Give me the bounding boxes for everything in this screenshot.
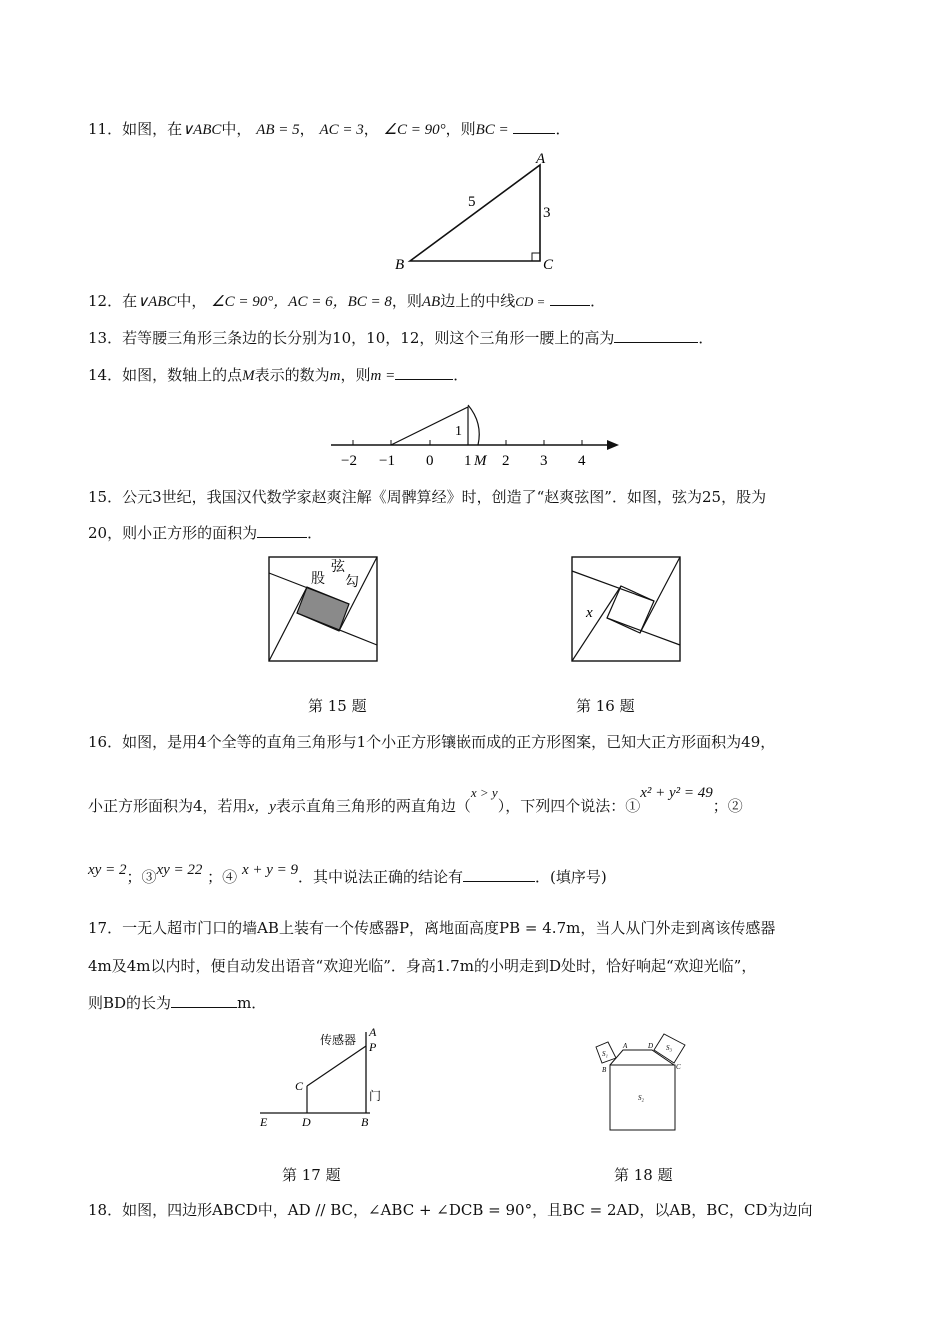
q14-text2: 表示的数为 (254, 366, 330, 384)
q15-caption: 第 15 题 (308, 697, 367, 715)
q11-cond-ab: AB = 5 (256, 122, 300, 138)
q16-number: 16． (88, 733, 123, 751)
q17-text3a: 则BD的长为 (88, 994, 172, 1012)
q17-label-e: E (260, 1115, 268, 1129)
q18-label-d: D (648, 1042, 654, 1050)
q15-label-gu: 股 (311, 572, 325, 587)
q11-ask: BC = (475, 122, 509, 138)
q12-end: ． (590, 292, 606, 310)
q15-end: ． (307, 524, 323, 542)
q11-text: 如图，在 (122, 120, 183, 138)
q16-line3 (88, 862, 607, 888)
q17-label-b: B (361, 1115, 369, 1129)
q18-label-s3: S₃ (666, 1044, 672, 1052)
q16-text2d: ；② (712, 797, 743, 815)
q12-line (88, 290, 605, 312)
q14-ask: m = (370, 368, 396, 384)
q16-text3c: ．其中说法正确的结论有 (298, 868, 464, 886)
q14-m-var: m (329, 368, 341, 384)
q13-text: 若等腰三角形三条边的长分别为10，10，12，则这个三角形一腰上的高为 (122, 329, 615, 347)
q12-text: 在 (122, 292, 138, 310)
q17-label-c: C (295, 1079, 304, 1093)
q15-line2 (88, 522, 322, 543)
q11-text2: 中， (221, 120, 252, 138)
q16-text3a: ；③ (126, 868, 157, 886)
q12-text2: 中， (176, 292, 207, 310)
q17-answer-blank[interactable] (171, 992, 237, 1008)
q15-text2: 20，则小正方形的面积为 (88, 524, 258, 542)
q18-label-b: B (602, 1066, 607, 1074)
q17-text3b: m． (237, 994, 267, 1012)
q18-text: 如图，四边形ABCD中，AD // BC，∠ABC + ∠DCB = 90°，且BC = 2AD，以AB，BC，CD为边向 (122, 1201, 813, 1219)
q11-line: 11．如图，在∨ABC中， AB = 5， AC = 3， ∠C = 90°，则BC = ． (88, 120, 571, 138)
q14-end: ． (453, 366, 469, 384)
q18-quad (610, 1050, 674, 1065)
q14-tick-label: 3 (540, 453, 548, 469)
q17-label-a: A (369, 1025, 377, 1039)
q13-answer-blank[interactable] (614, 327, 698, 343)
q16-text2c: ），下列四个说法：① (497, 797, 641, 815)
q12-text3: ，则 (391, 292, 422, 310)
q14-arrow-icon (607, 440, 619, 450)
q12-conditions: ∠C = 90°，AC = 6，BC = 8 (211, 294, 392, 310)
q12-triangle: ∨ABC (137, 294, 177, 310)
q17-number: 17． (88, 919, 123, 937)
q11-end: ． (555, 120, 571, 138)
q16-text3d: ．(填序号) (535, 868, 607, 886)
q12-ab: AB (421, 294, 441, 310)
q16-text1: 如图，是用4个全等的直角三角形与1个小正方形镶嵌而成的正方形图案，已知大正方形面积为49， (122, 733, 776, 751)
q11-answer-blank[interactable] (513, 118, 555, 134)
q18-label-c: C (676, 1063, 681, 1071)
q17-line1 (88, 918, 775, 938)
q15-label-xian: 弦 (331, 560, 345, 575)
q15-zhaoshuang-figure (265, 553, 383, 665)
q12-cd: CD = (515, 294, 546, 309)
q16-statement-2: xy = 2 (88, 862, 127, 878)
q11-label-hyp: 5 (468, 194, 476, 210)
q11-label-leg: 3 (543, 205, 551, 221)
q14-arc (468, 405, 479, 445)
q11-number: 11． (88, 120, 123, 138)
q15-text1: 公元3世纪，我国汉代数学家赵爽注解《周髀算经》时，创造了“赵爽弦图”．如图，弦为25，股为 (122, 488, 767, 506)
q14-tick-label: 1 (464, 453, 472, 469)
q16-square-figure (568, 553, 686, 665)
q15-answer-blank[interactable] (257, 522, 307, 538)
q16-answer-blank[interactable] (463, 866, 535, 882)
q14-number: 14． (88, 366, 123, 384)
q17-label-door: 门 (369, 1089, 382, 1103)
q16-text2a: 小正方形面积为4，若用 (88, 797, 248, 815)
q17-line2 (88, 956, 756, 976)
q16-small-square (607, 586, 654, 633)
q18-label-s2: S₂ (638, 1094, 644, 1102)
q18-number: 18． (88, 1201, 123, 1219)
q14-text3: ，则 (340, 366, 371, 384)
q14-m-label: M (474, 453, 487, 469)
q14-line (88, 364, 468, 386)
q15-line1 (88, 487, 766, 507)
q17-text2: 4m及4m以内时，便自动发出语音“欢迎光临”．身高1.7m的小明走到D处时，恰好响起“欢迎光临”， (88, 957, 757, 975)
q16-statement-4: x + y = 9 (241, 862, 299, 878)
q11-text3: ，则 (445, 120, 476, 138)
q17-label-p: P (369, 1040, 377, 1054)
q11-label-c: C (543, 257, 554, 273)
q11-triangle-figure (390, 148, 570, 273)
q14-number-line-figure (325, 395, 625, 475)
q16-caption: 第 16 题 (576, 697, 635, 715)
q14-tick-label: 2 (502, 453, 510, 469)
q16-statement-1: x² + y² = 49 (640, 785, 713, 801)
q16-line1 (88, 732, 775, 752)
q17-label-sensor: 传感器 (320, 1033, 357, 1047)
q16-label-x: x (586, 605, 593, 621)
q17-text1: 一无人超市门口的墙AB上装有一个传感器P，离地面高度PB = 4.7m，当人从门外走到离该传感器 (122, 919, 776, 937)
q16-cond: x > y (470, 785, 498, 800)
q17-line3 (88, 992, 266, 1013)
q18-quad-figure (592, 1030, 702, 1134)
q16-text2b: 表示直角三角形的两直角边（ (275, 797, 471, 815)
q14-tick-label: −1 (379, 453, 395, 469)
q11-label-a: A (536, 151, 546, 167)
q16-xy: x，y (247, 799, 276, 815)
q15-label-gou: 勾 (345, 575, 359, 590)
q11-triangle-shape (410, 165, 540, 261)
q14-tick-label: 0 (426, 453, 434, 469)
q18-label-s1: S₁ (602, 1050, 608, 1058)
q16-statement-3: xy = 22 (156, 862, 203, 878)
q14-tick-label: −2 (341, 453, 357, 469)
q14-height-label: 1 (455, 424, 462, 439)
q17-sensor-figure (255, 1024, 395, 1132)
q14-tick-label: 4 (578, 453, 586, 469)
q16-line2 (88, 785, 743, 817)
q13-line (88, 327, 713, 348)
q14-m-point: M (242, 368, 255, 384)
q18-line1 (88, 1200, 813, 1220)
q13-end: ． (698, 329, 714, 347)
q14-text: 如图，数轴上的点 (122, 366, 243, 384)
q12-answer-blank[interactable] (550, 290, 590, 306)
q15-number: 15． (88, 488, 123, 506)
q11-triangle: ∨ABC (182, 122, 222, 138)
q18-label-a: A (623, 1042, 628, 1050)
q17-label-d: D (302, 1115, 311, 1129)
q14-answer-blank[interactable] (395, 364, 453, 380)
q11-label-b: B (395, 257, 405, 273)
q11-cond-ac: AC = 3 (319, 122, 364, 138)
q11-cond-angle: ∠C = 90° (383, 122, 446, 138)
q12-number: 12． (88, 292, 123, 310)
q13-number: 13． (88, 329, 123, 347)
q11-right-angle-mark (532, 253, 540, 261)
q18-caption: 第 18 题 (614, 1166, 673, 1184)
q17-caption: 第 17 题 (282, 1166, 341, 1184)
q12-text4: 边上的中线 (440, 292, 516, 310)
q17-sensor-line (307, 1046, 366, 1086)
q16-text3b: ；④ (207, 868, 238, 886)
